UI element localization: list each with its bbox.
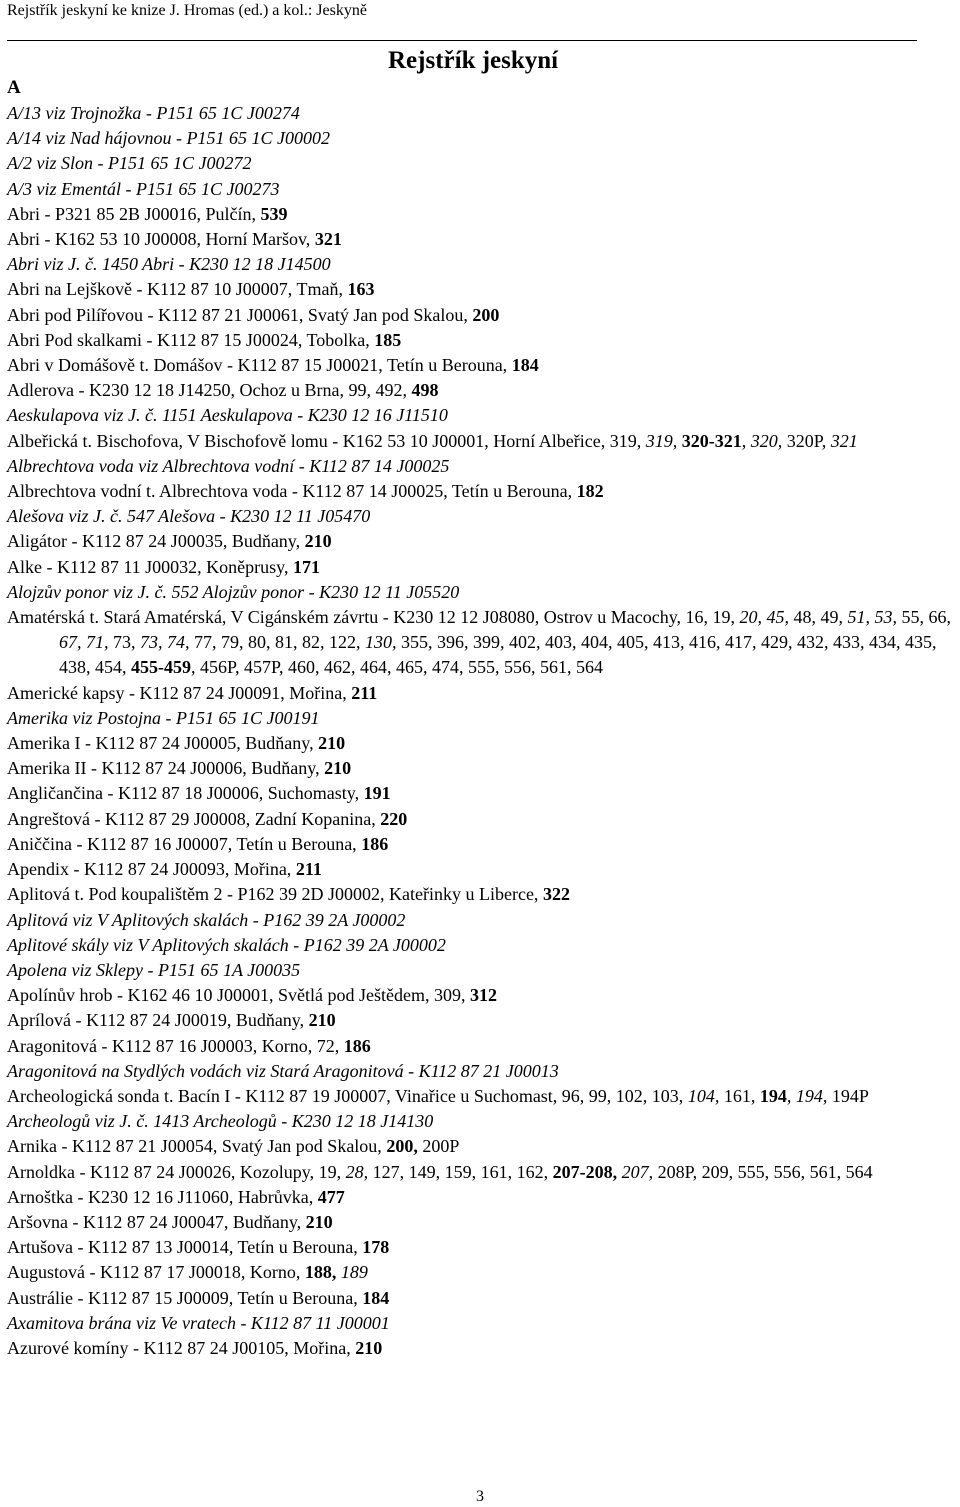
entry-segment: 319, — [645, 430, 678, 451]
entry-segment: Alke - K112 87 11 J00032, Koněprusy, — [7, 556, 293, 577]
entry-segment: Abri - P321 85 2B J00016, Pulčín, — [7, 203, 261, 224]
entry-segment: Albrechtova voda viz Albrechtova vodní - K112 87 14 J00025 — [7, 455, 450, 476]
header-divider — [7, 40, 917, 41]
entry-segment: , — [786, 1085, 796, 1106]
entry-segment: Aplitové skály viz V Aplitových skalách - P162 39 2A J00002 — [7, 934, 446, 955]
entry-segment: Aprílová - K112 87 24 J00019, Budňany, — [7, 1010, 309, 1031]
index-entry — [7, 403, 959, 428]
entry-segment: 189 — [340, 1262, 368, 1283]
entry-segment: A/14 viz Nad hájovnou - P151 65 1C J00002 — [7, 128, 330, 149]
entry-segment: Albeřická t. Bischofova, V Bischofově lomu - K162 53 10 J00001, Horní Albeřice, 319, — [7, 430, 646, 451]
index-entry — [7, 277, 959, 302]
index-entry — [7, 555, 959, 580]
index-entry — [7, 1134, 959, 1159]
index-entry — [7, 227, 959, 252]
entry-segment: Aplitová viz V Aplitových skalách - P162 39 2A J00002 — [7, 909, 406, 930]
entry-segment: Amerika viz Postojna - P151 65 1C J00191 — [7, 707, 320, 728]
entry-segment: 185 — [374, 329, 402, 350]
entry-segment: Axamitova brána viz Ve vratech - K112 87 11 J00001 — [7, 1312, 390, 1333]
entry-segment: Angreštová - K112 87 29 J00008, Zadní Kopanina, — [7, 808, 381, 829]
entry-segment: Abri - K162 53 10 J00008, Horní Maršov, — [7, 229, 315, 250]
entry-segment: Aeskulapova viz J. č. 1151 Aeskulapova - K230 12 16 J11510 — [7, 405, 448, 426]
entry-segment: 208P, 209, 555, 556, 561, 564 — [653, 1161, 873, 1182]
index-entry — [7, 1235, 959, 1260]
entry-segment: 194, — [795, 1085, 828, 1106]
entry-segment: Aragonitová - K112 87 16 J00003, Korno, 72, — [7, 1035, 344, 1056]
entry-segment: Austrálie - K112 87 15 J00009, Tetín u Berouna, — [7, 1287, 363, 1308]
entry-segment: 210 — [308, 1010, 336, 1031]
index-entry — [7, 303, 959, 328]
index-entry — [7, 479, 959, 504]
entry-segment: Angličančina - K112 87 18 J00006, Suchomasty, — [7, 783, 364, 804]
entry-segment: Augustová - K112 87 17 J00018, Korno, — [7, 1262, 305, 1283]
entry-segment: A/2 viz Slon - P151 65 1C J00272 — [7, 153, 252, 174]
entry-segment: 184 — [362, 1287, 390, 1308]
entry-segment: Aplitová t. Pod koupalištěm 2 - P162 39 2D J00002, Kateřinky u Liberce, — [7, 884, 543, 905]
entry-segment: , 456P, 457P, 460, 462, 464, 465, 474, 555, 556, 561, 564 — [191, 657, 604, 678]
entry-segment: 188, — [304, 1262, 337, 1283]
running-header: Rejstřík jeskyní ke knize J. Hromas (ed.) a kol.: Jeskyně — [7, 2, 367, 19]
entry-segment: 207, — [621, 1161, 654, 1182]
entry-segment: A/13 viz Trojnožka - P151 65 1C J00274 — [7, 103, 300, 123]
index-entry — [7, 1336, 959, 1361]
index-entry — [7, 706, 959, 731]
entry-segment: Apolínův hrob - K162 46 10 J00001, Světlá pod Ještědem, 309, — [7, 985, 470, 1006]
entry-segment: Amerika I - K112 87 24 J00005, Budňany, — [7, 733, 319, 754]
entry-segment: Apendix - K112 87 24 J00093, Mořina, — [7, 859, 296, 880]
entry-segment: 210 — [324, 758, 352, 779]
entry-segment: Alojzův ponor viz J. č. 552 Alojzův ponor - K230 12 11 J05520 — [7, 581, 460, 602]
entry-segment: 211 — [351, 682, 378, 703]
index-entry — [7, 605, 959, 681]
index-entry — [7, 807, 959, 832]
index-entry — [7, 1084, 959, 1109]
entry-segment: Arnoštka - K230 12 16 J11060, Habrůvka, — [7, 1186, 318, 1207]
entry-segment: Apolena viz Sklepy - P151 65 1A J00035 — [7, 959, 301, 980]
entry-segment: Abri Pod skalkami - K112 87 15 J00024, Tobolka, — [7, 329, 375, 350]
entry-segment: 191 — [363, 783, 391, 804]
index-entry — [7, 101, 959, 126]
entry-segment: 186 — [343, 1035, 371, 1056]
entry-segment: 200, — [386, 1136, 418, 1157]
index-entry — [7, 328, 959, 353]
entry-segment: 539 — [260, 203, 288, 224]
entry-segment: 194 — [759, 1085, 787, 1106]
entry-segment: Artušova - K112 87 13 J00014, Tetín u Berouna, — [7, 1237, 363, 1258]
index-entry — [7, 1059, 959, 1084]
index-entry — [7, 1260, 959, 1285]
index-entry — [7, 529, 959, 554]
entry-segment: 104, — [687, 1085, 720, 1106]
entry-segment: 28, — [345, 1161, 369, 1182]
entry-segment: Americké kapsy - K112 87 24 J00091, Mořina, — [7, 682, 352, 703]
entry-segment: 220 — [380, 808, 408, 829]
entry-segment: Aligátor - K112 87 24 J00035, Budňany, — [7, 531, 305, 552]
entry-segment: 194P — [827, 1085, 869, 1106]
entry-segment: Abri v Domášově t. Domášov - K112 87 15 J00021, Tetín u Berouna, — [7, 355, 512, 376]
entry-segment: 498 — [411, 380, 439, 401]
entry-segment: 55, 66, — [897, 607, 952, 628]
index-entry — [7, 908, 959, 933]
entry-segment: 182 — [576, 481, 604, 502]
entry-segment: Aragonitová na Stydlých vodách viz Stará Aragonitová - K112 87 21 J00013 — [7, 1060, 559, 1081]
entry-segment: Abri viz J. č. 1450 Abri - K230 12 18 J14500 — [7, 254, 331, 275]
entry-segment: Archeologická sonda t. Bacín I - K112 87 19 J00007, Vinařice u Suchomast, 96, 99, 102, 103, — [7, 1085, 688, 1106]
index-entry — [7, 933, 959, 958]
index-entry — [7, 252, 959, 277]
index-entry — [7, 1286, 959, 1311]
index-entry — [7, 1160, 959, 1185]
entry-segment: 163 — [347, 279, 375, 300]
entry-segment: 207-208, — [552, 1161, 618, 1182]
index-entry — [7, 681, 959, 706]
index-entry — [7, 580, 959, 605]
entry-segment: 127, 149, 159, 161, 162, — [368, 1161, 553, 1182]
entry-segment: 200 — [472, 304, 500, 325]
index-entry — [7, 1185, 959, 1210]
entry-segment: Archeologů viz J. č. 1413 Archeologů - K230 12 18 J14130 — [7, 1111, 434, 1132]
index-entry — [7, 1034, 959, 1059]
index-entry — [7, 177, 959, 202]
entry-segment: , — [741, 430, 751, 451]
entry-segment: 210 — [305, 1211, 333, 1232]
index-entry — [7, 781, 959, 806]
entry-segment: 73, 74, — [140, 632, 190, 653]
index-entry — [7, 983, 959, 1008]
index-entry — [7, 202, 959, 227]
entry-segment: Abri na Lejškově - K112 87 10 J00007, Tmaň, — [7, 279, 348, 300]
entry-segment: 322 — [542, 884, 570, 905]
index-entry — [7, 504, 959, 529]
entry-segment: 321 — [830, 430, 858, 451]
entry-segment: 210 — [318, 733, 346, 754]
entry-segment: 355, 396, 399, 402, 403, 404, 405, 413, 416, 417, 429, 432, 433, 434, 435, 438, 454, — [59, 632, 937, 678]
entry-segment: Aršovna - K112 87 24 J00047, Budňany, — [7, 1211, 306, 1232]
index-entry — [7, 756, 959, 781]
entry-segment: 312 — [469, 985, 497, 1006]
entry-segment: 210 — [304, 531, 332, 552]
page-number: 3 — [476, 1488, 484, 1505]
entry-segment: 455-459 — [131, 657, 191, 678]
entry-segment: Aniččina - K112 87 16 J00007, Tetín u Berouna, — [7, 833, 362, 854]
entry-segment: 130, — [365, 632, 397, 653]
entry-segment: 184 — [511, 355, 539, 376]
entry-segment: 178 — [362, 1237, 390, 1258]
entry-segment: 210 — [355, 1337, 383, 1358]
entry-segment: 320-321 — [681, 430, 742, 451]
entry-segment: 48, 49, — [789, 607, 848, 628]
index-entry — [7, 832, 959, 857]
entry-segment: Arnoldka - K112 87 24 J00026, Kozolupy, 19, — [7, 1161, 346, 1182]
index-entry — [7, 378, 959, 403]
entry-segment: 186 — [361, 833, 389, 854]
letter-heading: A — [7, 77, 21, 98]
entry-segment: Azurové komíny - K112 87 24 J00105, Mořina, — [7, 1337, 356, 1358]
entry-segment: 320, — [750, 430, 783, 451]
entry-segment: 200P — [417, 1136, 460, 1157]
index-entry — [7, 1311, 959, 1336]
entry-segment: 20, 45, — [739, 607, 790, 628]
index-entry — [7, 857, 959, 882]
page-title: Rejstřík jeskyní — [388, 47, 559, 74]
index-entries-list — [7, 101, 959, 1361]
index-entry — [7, 454, 959, 479]
index-entry — [7, 151, 959, 176]
entry-segment: 161, — [719, 1085, 760, 1106]
entry-segment: 51, 53, — [847, 607, 898, 628]
entry-segment: Amatérská t. Stará Amatérská, V Cigánském závrtu - K230 12 12 J08080, Ostrov u Macochy, 16, 19, — [7, 607, 740, 628]
entry-segment: Abri pod Pilířovou - K112 87 21 J00061, Svatý Jan pod Skalou, — [7, 304, 473, 325]
index-entry — [7, 353, 959, 378]
entry-segment: A/3 viz Ementál - P151 65 1C J00273 — [7, 178, 280, 199]
entry-segment: 477 — [317, 1186, 345, 1207]
entry-segment: Alešova viz J. č. 547 Alešova - K230 12 11 J05470 — [7, 506, 371, 527]
index-entry — [7, 882, 959, 907]
entry-segment: 67, 71, — [59, 632, 109, 653]
entry-segment: 171 — [292, 556, 320, 577]
index-entry — [7, 1109, 959, 1134]
entry-segment: 321 — [314, 229, 342, 250]
entry-segment: 73, — [108, 632, 140, 653]
index-entry — [7, 1210, 959, 1235]
index-entry — [7, 126, 959, 151]
index-entry — [7, 731, 959, 756]
entry-segment: Arnika - K112 87 21 J00054, Svatý Jan pod Skalou, — [7, 1136, 387, 1157]
entry-segment: Amerika II - K112 87 24 J00006, Budňany, — [7, 758, 325, 779]
index-entry — [7, 1008, 959, 1033]
index-entry — [7, 429, 959, 454]
entry-segment: 320P, — [782, 430, 831, 451]
index-entry — [7, 958, 959, 983]
entry-segment: 77, 79, 80, 81, 82, 122, — [189, 632, 365, 653]
entry-segment: Albrechtova vodní t. Albrechtova voda - K112 87 14 J00025, Tetín u Berouna, — [7, 481, 577, 502]
entry-segment: Adlerova - K230 12 18 J14250, Ochoz u Brna, 99, 492, — [7, 380, 412, 401]
entry-segment: 211 — [295, 859, 322, 880]
